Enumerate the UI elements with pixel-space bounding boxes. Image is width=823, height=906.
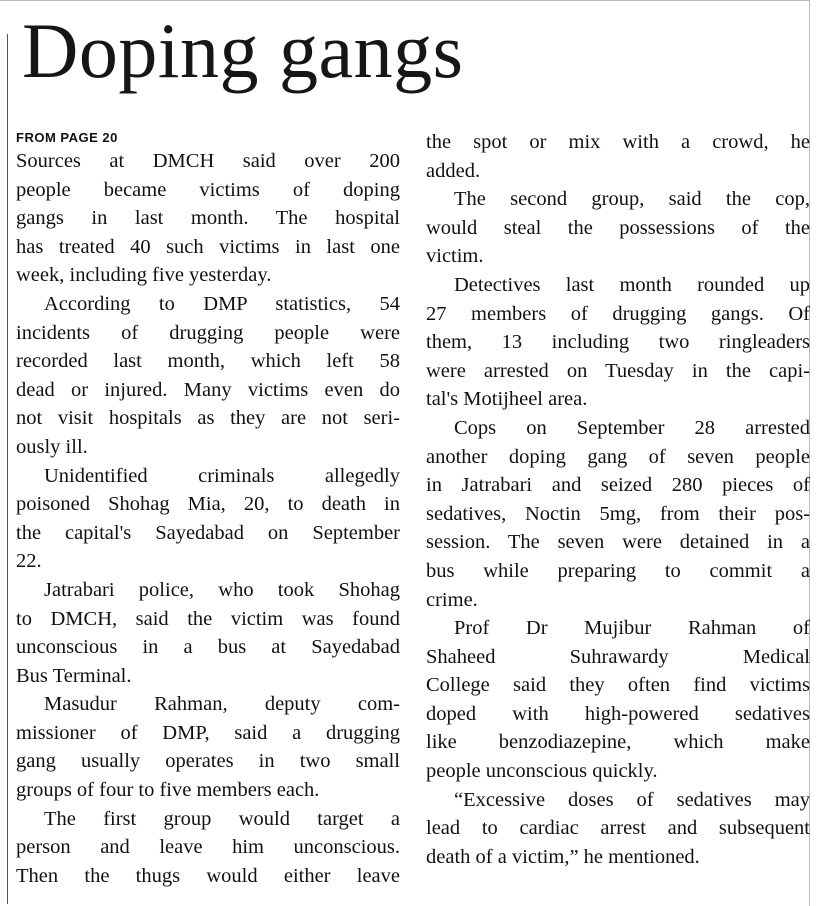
text-line: unconscious in a bus at Sayedabad: [16, 636, 400, 659]
text-line: According to DMP statistics, 54: [44, 292, 400, 315]
paragraph: [426, 414, 810, 614]
text-line: another doping gang of seven people: [426, 445, 810, 468]
text-line: people became victims of doping: [16, 178, 400, 201]
text-line: doped with high-powered sedatives: [426, 702, 810, 725]
text-line: Cops on September 28 arrested: [454, 416, 810, 439]
text-line: would steal the possessions of the: [426, 216, 810, 239]
text-line: death of a victim,” he mentioned.: [426, 845, 700, 868]
text-line: were arrested on Tuesday in the capi-: [426, 359, 810, 382]
text-line: added.: [426, 159, 481, 182]
paragraph: [426, 271, 810, 414]
text-line: recorded last month, which left 58: [16, 350, 400, 373]
text-line: the capital's Sayedabad on September: [16, 521, 400, 544]
text-line: to DMCH, said the victim was found: [16, 607, 400, 630]
text-line: 27 members of drugging gangs. Of: [426, 302, 810, 325]
text-line: week, including five yesterday.: [16, 264, 272, 287]
paragraph: [426, 786, 810, 872]
text-line: ously ill.: [16, 435, 88, 458]
text-line: Sources at DMCH said over 200: [16, 150, 400, 172]
text-line: College said they often find victims: [426, 674, 810, 697]
text-line: Prof Dr Mujibur Rahman of: [454, 617, 810, 640]
text-line: victim.: [426, 245, 484, 268]
left-column-rule: [7, 34, 8, 904]
text-line: bus while preparing to commit a: [426, 559, 810, 582]
text-line: like benzodiazepine, which make: [426, 731, 810, 754]
text-line: 22.: [16, 550, 42, 573]
paragraph: [16, 805, 400, 891]
paragraph: [16, 690, 400, 804]
text-line: gangs in last month. The hospital: [16, 207, 400, 230]
paragraph: [16, 576, 400, 690]
paragraph: [426, 185, 810, 271]
text-line: lead to cardiac arrest and subsequent: [426, 817, 810, 840]
headline: Doping gangs: [22, 7, 464, 94]
text-line: poisoned Shohag Mia, 20, to death in: [16, 493, 400, 516]
text-line: Shaheed Suhrawardy Medical: [426, 645, 810, 668]
text-line: sedatives, Noctin 5mg, from their pos-: [426, 502, 810, 525]
text-line: the spot or mix with a crowd, he: [426, 131, 810, 153]
paragraph: [426, 614, 810, 786]
text-line: Jatrabari police, who took Shohag: [44, 578, 400, 601]
text-line: dead or injured. Many victims even do: [16, 378, 400, 401]
paragraph: [16, 147, 400, 290]
text-line: missioner of DMP, said a drugging: [16, 721, 400, 744]
text-line: people unconscious quickly.: [426, 760, 658, 783]
text-line: The second group, said the cop,: [454, 188, 810, 211]
text-line: them, 13 including two ringleaders: [426, 331, 810, 354]
text-line: “Excessive doses of sedatives may: [454, 788, 810, 811]
text-line: not visit hospitals as they are not seri-: [16, 407, 400, 430]
text-line: in Jatrabari and seized 280 pieces of: [426, 474, 810, 497]
left-column: [16, 128, 400, 890]
paragraph: [426, 128, 810, 185]
text-line: Masudur Rahman, deputy com-: [44, 693, 400, 716]
text-line: Unidentified criminals allegedly: [44, 464, 400, 487]
paragraph: [16, 290, 400, 462]
paragraph: [16, 462, 400, 576]
top-rule: [0, 0, 809, 1]
text-line: has treated 40 such victims in last one: [16, 235, 400, 258]
text-line: person and leave him unconscious.: [16, 836, 400, 859]
text-line: tal's Motijheel area.: [426, 388, 588, 411]
text-line: Detectives last month rounded up: [454, 273, 810, 296]
text-line: crime.: [426, 588, 478, 611]
text-line: The first group would target a: [44, 807, 400, 830]
text-line: Then the thugs would either leave: [16, 864, 400, 887]
text-line: incidents of drugging people were: [16, 321, 400, 344]
text-line: gang usually operates in two small: [16, 750, 400, 773]
right-column: [426, 128, 810, 871]
text-line: session. The seven were detained in a: [426, 531, 810, 554]
text-line: groups of four to five members each.: [16, 779, 320, 802]
jump-line: FROM PAGE 20: [16, 130, 118, 145]
text-line: Bus Terminal.: [16, 664, 132, 687]
